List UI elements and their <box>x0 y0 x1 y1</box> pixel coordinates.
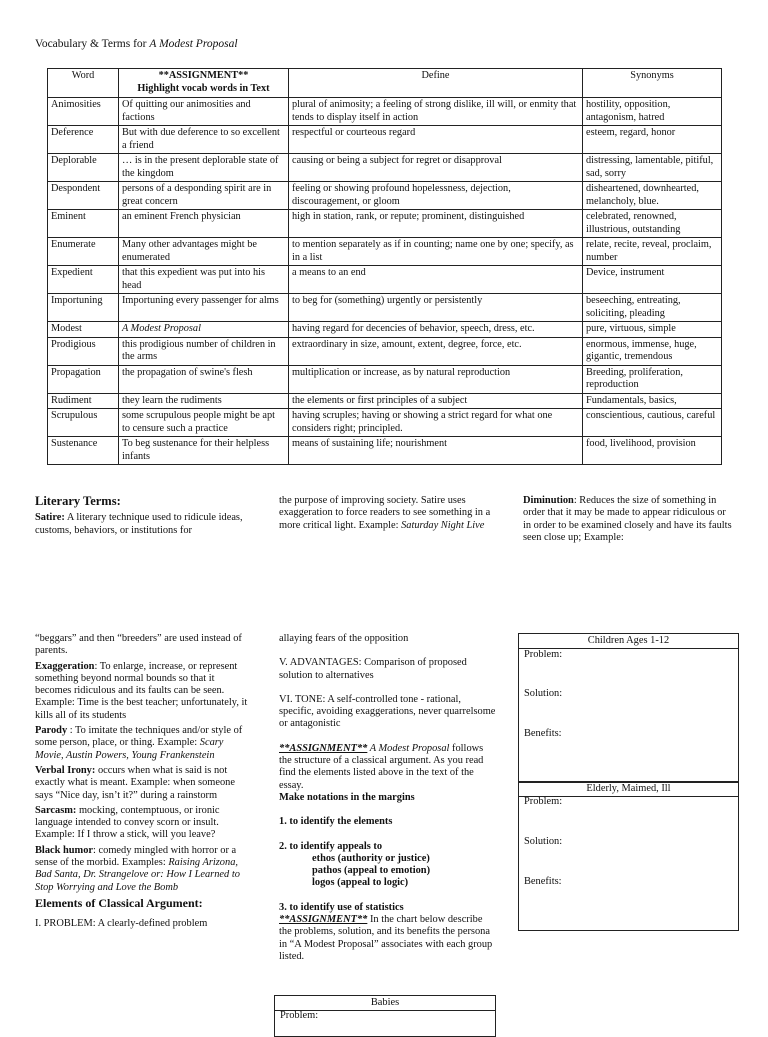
vocab-synonyms-cell: beseeching, entreating, soliciting, pleading <box>583 294 722 322</box>
vocab-define-cell: the elements or first principles of a subject <box>289 393 583 409</box>
vocab-define-cell: to mention separately as if in counting; name one by one; specify, as in a list <box>289 238 583 266</box>
vocab-header-row <box>48 69 722 98</box>
exaggeration-term: Exaggeration <box>35 660 95 672</box>
vocab-synonyms-cell: enormous, immense, huge, gigantic, tremendous <box>583 337 722 365</box>
diminution-text-block <box>523 495 733 544</box>
vocab-word-cell: Modest <box>48 322 119 338</box>
vocab-word-cell: Deplorable <box>48 154 119 182</box>
children-benefits-label: Benefits: <box>524 728 562 739</box>
vocab-synonyms-cell: hostility, opposition, antagonism, hatred <box>583 98 722 126</box>
table-row <box>48 409 722 437</box>
table-row <box>48 182 722 210</box>
table-row <box>48 365 722 393</box>
step-2: 2. to identify appeals to <box>279 840 383 852</box>
elderly-box-title: Elderly, Maimed, Ill <box>519 782 738 797</box>
table-row <box>48 322 722 338</box>
vocab-synonyms-cell: conscientious, cautious, careful <box>583 409 722 437</box>
vocab-synonyms-cell: Breeding, proliferation, reproduction <box>583 365 722 393</box>
ethos-line: ethos (authority or justice) <box>312 852 430 864</box>
vocab-synonyms-cell: Fundamentals, basics, <box>583 393 722 409</box>
vocab-context-cell: that this expedient was put into his head <box>119 266 289 294</box>
black-humor-example: Raising Arizona, Bad Santa, Dr. Strangelove or: How I Learned to Stop Worrying and Love the Bomb <box>35 857 240 893</box>
black-humor-term: Black humor <box>35 844 94 856</box>
parody-example: Scary Movie, Austin Powers, Young Frankenstein <box>35 737 224 761</box>
babies-box <box>274 995 496 1037</box>
vocab-context-cell: Of quitting our animosities and factions <box>119 98 289 126</box>
vocab-define-cell: respectful or courteous regard <box>289 126 583 154</box>
vocab-context-cell: To beg sustenance for their helpless infants <box>119 437 289 465</box>
black-humor-definition <box>35 845 253 894</box>
vocab-define-cell: extraordinary in size, amount, extent, degree, force, etc. <box>289 337 583 365</box>
table-row <box>48 126 722 154</box>
assignment-2-text: In the chart below describe the problems, solution, and its benefits the persona in “A Modest Proposal” associates with each group listed. <box>279 914 493 962</box>
header-define: Define <box>289 69 583 98</box>
babies-box-title: Babies <box>275 996 495 1011</box>
children-box-title: Children Ages 1-12 <box>519 634 738 649</box>
vocab-define-cell: having scruples; having or showing a strict regard for what one considers right; principled. <box>289 409 583 437</box>
vocab-synonyms-cell: celebrated, renowned, illustrious, outstanding <box>583 210 722 238</box>
vocab-context-cell: A Modest Proposal <box>119 322 289 338</box>
vocab-context-cell: this prodigious number of children in the arms <box>119 337 289 365</box>
vocab-define-cell: to beg for (something) urgently or persistently <box>289 294 583 322</box>
vocab-word-cell: Deference <box>48 126 119 154</box>
elderly-solution-label: Solution: <box>524 836 563 847</box>
elderly-box <box>518 781 739 931</box>
allaying-text: allaying fears of the opposition <box>279 633 409 644</box>
vocab-context-cell: the propagation of swine's flesh <box>119 365 289 393</box>
vocab-context-cell: persons of a desponding spirit are in great concern <box>119 182 289 210</box>
parody-definition <box>35 725 253 762</box>
table-row <box>48 294 722 322</box>
vocab-word-cell: Importuning <box>48 294 119 322</box>
exaggeration-definition <box>35 661 253 722</box>
header-word: Word <box>48 69 119 98</box>
vocab-table <box>47 68 722 465</box>
vocab-context-cell: Many other advantages might be enumerated <box>119 238 289 266</box>
satire-continued-text <box>279 495 499 532</box>
table-row <box>48 266 722 294</box>
table-row <box>48 98 722 126</box>
sarcasm-definition <box>35 805 253 842</box>
vocab-synonyms-cell: pure, virtuous, simple <box>583 322 722 338</box>
assignment-1 <box>279 743 497 792</box>
elderly-benefits-label: Benefits: <box>524 876 562 887</box>
vocab-context-cell: some scrupulous people might be apt to censure such a practice <box>119 409 289 437</box>
satire-text: A literary technique used to ridicule ideas, customs, behaviors, or institutions for <box>35 512 243 536</box>
vocab-word-cell: Rudiment <box>48 393 119 409</box>
vocab-synonyms-cell: relate, recite, reveal, proclaim, number <box>583 238 722 266</box>
children-box <box>518 633 739 783</box>
vocab-define-cell: means of sustaining life; nourishment <box>289 437 583 465</box>
table-row <box>48 393 722 409</box>
table-row <box>48 238 722 266</box>
make-notations: Make notations in the margins <box>279 791 415 803</box>
literary-terms-heading: Literary Terms: <box>35 494 121 508</box>
vocab-word-cell: Prodigious <box>48 337 119 365</box>
children-solution-label: Solution: <box>524 688 563 699</box>
page-title <box>35 38 238 50</box>
vocab-word-cell: Animosities <box>48 98 119 126</box>
left-column <box>35 633 253 934</box>
satire-example: Saturday Night Live <box>401 519 485 531</box>
vocab-synonyms-cell: esteem, regard, honor <box>583 126 722 154</box>
parody-term: Parody <box>35 725 68 737</box>
satire-definition <box>35 512 250 537</box>
title-prefix: Vocabulary & Terms for <box>35 38 150 50</box>
table-row <box>48 437 722 465</box>
vocab-context-cell: an eminent French physician <box>119 210 289 238</box>
vocab-define-cell: high in station, rank, or repute; prominent, distinguished <box>289 210 583 238</box>
irony-text: occurs when what is said is not exactly what is meant. Example: when someone says “Nice day, isn’t it?” during a rainstorm <box>35 764 235 801</box>
logos-line: logos (appeal to logic) <box>312 877 409 889</box>
header-synonyms: Synonyms <box>583 69 722 98</box>
diminution-text: : Reduces the size of something in order that it may be made to appear ridiculous or in order to be examined closely and have its faults seen close up; Example: <box>523 495 732 543</box>
literary-terms-left <box>35 495 250 540</box>
vocab-word-cell: Enumerate <box>48 238 119 266</box>
babies-problem-label: Problem: <box>280 1010 319 1021</box>
vocab-synonyms-cell: distressing, lamentable, pitiful, sad, sorry <box>583 154 722 182</box>
advantages-element: V. ADVANTAGES: Comparison of proposed solution to alternatives <box>279 657 467 681</box>
assignment-1-text: follows the structure of a classical argument. As you read find the elements listed above in the text of the essay. <box>279 742 484 791</box>
vocab-context-cell: … is in the present deplorable state of the kingdom <box>119 154 289 182</box>
middle-column <box>279 633 497 966</box>
table-row <box>48 154 722 182</box>
vocab-word-cell: Eminent <box>48 210 119 238</box>
black-humor-text: : comedy mingled with horror or a sense of the morbid. Examples: <box>35 844 237 869</box>
diminution-definition <box>523 495 733 547</box>
sarcasm-text: mocking, contemptuous, or ironic language intended to convey scorn or insult. Example: If I throw a stick, will you leave? <box>35 804 220 841</box>
vocab-define-cell: causing or being a subject for regret or disapproval <box>289 154 583 182</box>
assignment-2-label: **ASSIGNMENT** <box>279 914 368 926</box>
diminution-term: Diminution <box>523 495 574 506</box>
irony-term: Verbal Irony: <box>35 764 96 776</box>
satire-term: Satire: <box>35 512 65 524</box>
vocab-define-cell: feeling or showing profound hopelessness, dejection, discouragement, or gloom <box>289 182 583 210</box>
assignment-2 <box>279 914 497 963</box>
problem-element: I. PROBLEM: A clearly-defined problem <box>35 918 208 930</box>
vocab-synonyms-cell: food, livelihood, provision <box>583 437 722 465</box>
classical-argument-heading: Elements of Classical Argument: <box>35 895 203 910</box>
vocab-context-cell: But with due deference to so excellent a friend <box>119 126 289 154</box>
pathos-line: pathos (appeal to emotion) <box>312 865 431 877</box>
vocab-word-cell: Despondent <box>48 182 119 210</box>
parody-text: : To imitate the techniques and/or style of some person, place, or thing. Example: <box>35 725 243 749</box>
vocab-word-cell: Propagation <box>48 365 119 393</box>
elderly-problem-label: Problem: <box>524 796 563 807</box>
header-assignment <box>119 69 289 98</box>
vocab-context-cell: they learn the rudiments <box>119 393 289 409</box>
table-row <box>48 210 722 238</box>
assignment-1-work: A Modest Proposal <box>367 742 450 754</box>
irony-definition <box>35 765 253 802</box>
table-row <box>48 337 722 365</box>
header-assignment-line2: Highlight vocab words in Text <box>137 82 270 94</box>
vocab-word-cell: Expedient <box>48 266 119 294</box>
vocab-synonyms-cell: Device, instrument <box>583 266 722 294</box>
vocab-word-cell: Scrupulous <box>48 409 119 437</box>
vocab-context-cell: Importuning every passenger for alms <box>119 294 289 322</box>
exaggeration-text: : To enlarge, increase, or represent something beyond normal bounds so that it becomes ridiculous and its faults can be seen. Example: Time is the best teacher; unfortunately, it kills all of its students <box>35 660 248 721</box>
title-work: A Modest Proposal <box>149 38 238 50</box>
assignment-1-label: **ASSIGNMENT** <box>279 742 368 754</box>
vocab-define-cell: having regard for decencies of behavior, speech, dress, etc. <box>289 322 583 338</box>
step-1: 1. to identify the elements <box>279 816 393 828</box>
beggars-text: “beggars” and then “breeders” are used instead of parents. <box>35 633 242 657</box>
sarcasm-term: Sarcasm: <box>35 804 77 816</box>
header-assignment-line1: **ASSIGNMENT** <box>158 70 249 81</box>
vocab-define-cell: a means to an end <box>289 266 583 294</box>
vocab-define-cell: multiplication or increase, as by natural reproduction <box>289 365 583 393</box>
vocab-synonyms-cell: disheartened, downhearted, melancholy, blue. <box>583 182 722 210</box>
vocab-word-cell: Sustenance <box>48 437 119 465</box>
children-problem-label: Problem: <box>524 649 563 660</box>
satire-cont: the purpose of improving society. Satire uses exaggeration to force readers to see something in a more critical light. Example: <box>279 495 491 531</box>
tone-element: VI. TONE: A self-controlled tone - rational, specific, avoiding exaggerations, never quarrelsome or antagonistic <box>279 693 496 730</box>
vocab-define-cell: plural of animosity; a feeling of strong dislike, ill will, or enmity that tends to display itself in action <box>289 98 583 126</box>
satire-continued <box>279 495 499 535</box>
step-3: 3. to identify use of statistics <box>279 901 404 913</box>
